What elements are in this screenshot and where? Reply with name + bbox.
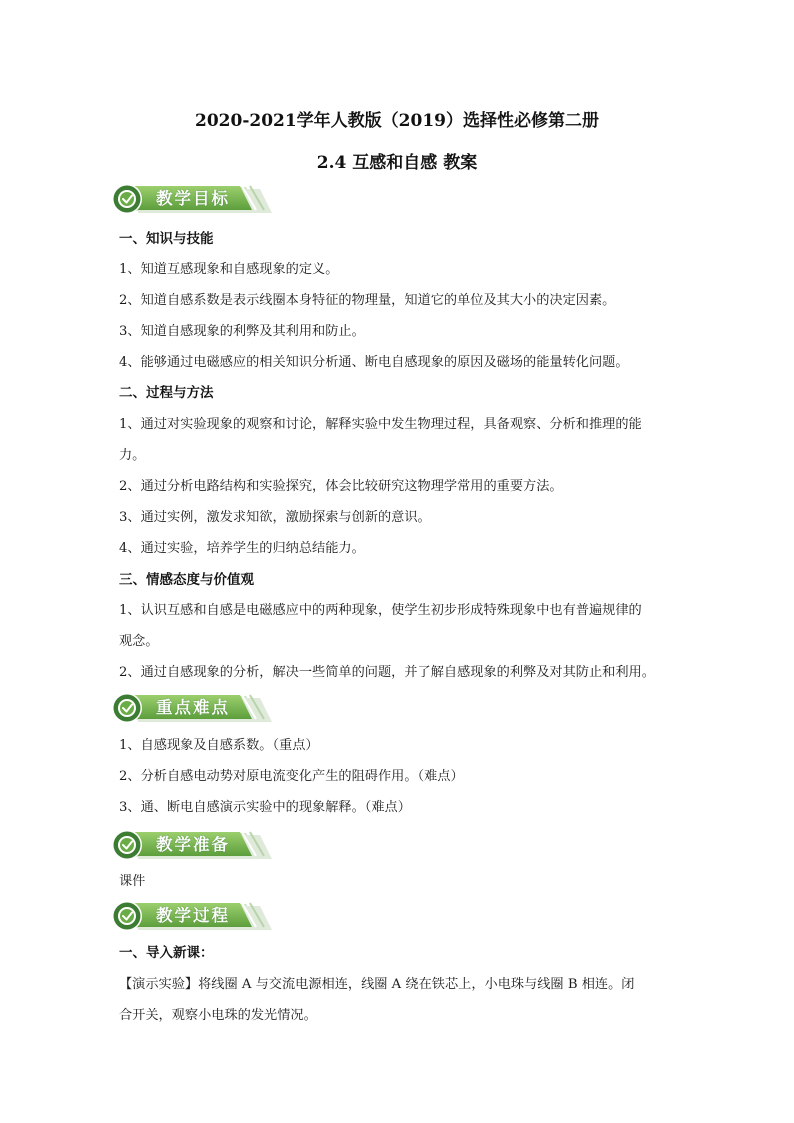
section-heading: 三、情感态度与价值观 [119, 572, 254, 588]
list-item: 2、分析自感电动势对原电流变化产生的阻碍作用。（难点） [119, 769, 464, 784]
list-item: 3、知道自感现象的利弊及其利用和防止。 [119, 324, 365, 339]
list-item: 4、通过实验，培养学生的归纳总结能力。 [119, 541, 365, 556]
section-heading: 二、过程与方法 [119, 385, 214, 401]
section-banner-objectives [110, 183, 272, 215]
list-item: 3、通过实例，激发求知欲，激励探索与创新的意识。 [119, 510, 431, 525]
list-item: 1、通过对实验现象的观察和讨论，解释实验中发生物理过程，具备观察、分析和推理的能 [119, 417, 642, 432]
list-item: 3、通、断电自感演示实验中的现象解释。（难点） [119, 800, 411, 815]
section-heading: 一、知识与技能 [119, 231, 214, 247]
section-banner-preparation [110, 829, 272, 861]
list-item: 力。 [119, 448, 146, 463]
list-item: 2、通过自感现象的分析，解决一些简单的问题，并了解自感现象的利弊及对其防止和利用。 [119, 665, 655, 680]
list-item: 4、能够通过电磁感应的相关知识分析通、断电自感现象的原因及磁场的能量转化问题。 [119, 355, 629, 370]
banner-label: 重点难点 [156, 698, 230, 717]
list-item: 观念。 [119, 634, 159, 649]
banner-label: 教学目标 [156, 189, 230, 208]
section-heading: 一、导入新课： [119, 945, 214, 961]
list-item: 2、知道自感系数是表示线圈本身特征的物理量，知道它的单位及其大小的决定因素。 [119, 293, 616, 308]
banner-label: 教学过程 [156, 906, 230, 925]
document-title: 2020-2021学年人教版（2019）选择性必修第二册 [195, 111, 599, 131]
paragraph: 课件 [119, 874, 146, 889]
list-item: 【演示实验】将线圈 A 与交流电源相连，线圈 A 绕在铁芯上，小电珠与线圈 B 相连。闭 [119, 977, 635, 992]
banner-label: 教学准备 [156, 835, 230, 854]
document-subtitle: 2.4 互感和自感 教案 [316, 153, 478, 173]
section-banner-key-points [110, 692, 272, 724]
list-item: 1、知道互感现象和自感现象的定义。 [119, 262, 339, 277]
list-item: 1、自感现象及自感系数。（重点） [119, 738, 319, 753]
list-item: 2、通过分析电路结构和实验探究，体会比较研究这物理学常用的重要方法。 [119, 479, 563, 494]
list-item: 1、认识互感和自感是电磁感应中的两种现象，使学生初步形成特殊现象中也有普遍规律的 [119, 603, 642, 618]
list-item: 合开关，观察小电珠的发光情况。 [119, 1008, 317, 1023]
section-banner-procedure [110, 900, 272, 932]
